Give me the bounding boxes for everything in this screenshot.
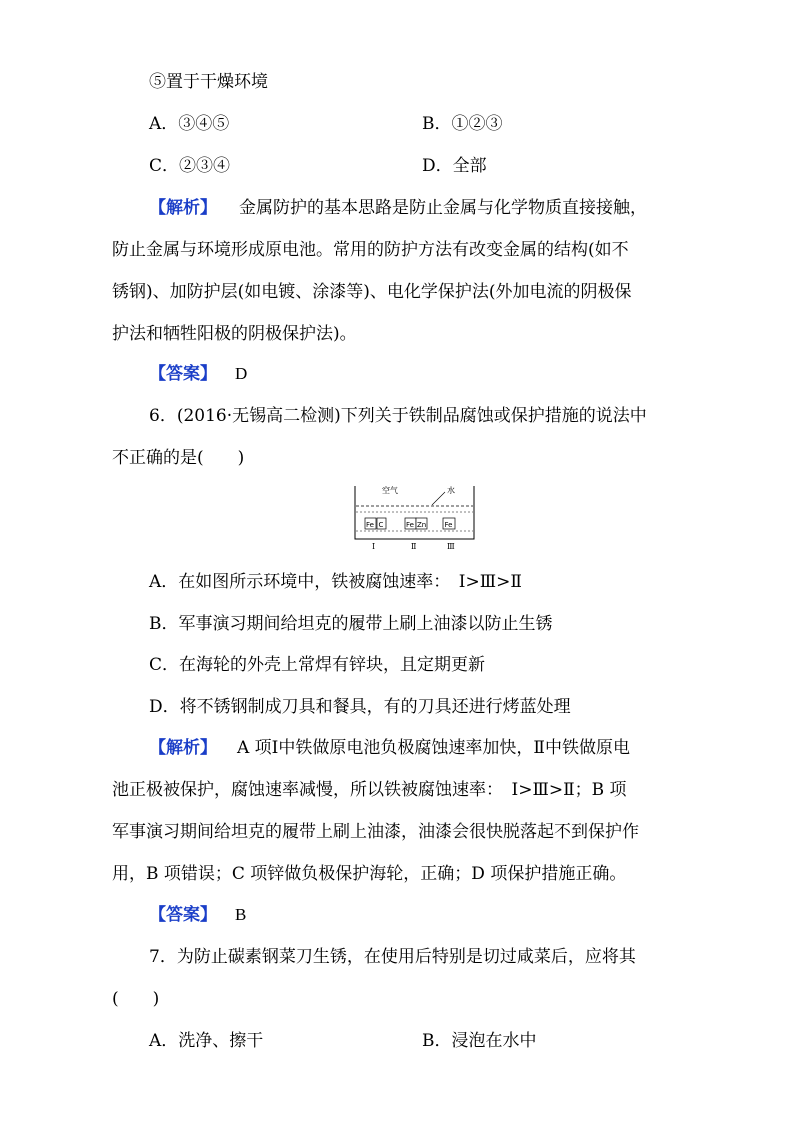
air-label: 空气 [382,486,398,495]
q6-analysis-line-1 [149,736,630,760]
q6-option-a: A．在如图所示环境中，铁被腐蚀速率： Ⅰ>Ⅲ>Ⅱ [149,572,522,592]
c-label: C [378,521,384,529]
q5-option-c: C．②③④ [149,156,231,176]
answer-value: B [235,905,247,924]
q5-option-b: B．①②③ [422,114,503,134]
fe-label-3: Fe [444,521,453,529]
q5-answer [149,362,247,386]
analysis-text: 金属防护的基本思路是防止金属与化学物质直接接触， [239,198,647,218]
q6-answer [149,903,246,927]
cell-label-1: Ⅰ [372,542,376,551]
q6-analysis-line-3: 军事演习期间给坦克的履带上刷上油漆，油漆会很快脱落起不到保护作 [112,822,639,842]
water-pointer-line [432,492,445,505]
q6-stem-line-2: 不正确的是( ) [112,448,245,468]
water-label: 水 [447,486,455,495]
fe-label-1: Fe [366,521,374,529]
cell-label-3: Ⅲ [447,542,455,551]
q5-analysis-line-3: 锈钢)、加防护层(如电镀、涂漆等)、电化学保护法(外加电流的阴极保 [112,282,632,302]
q5-analysis-line-1 [149,196,647,220]
q6-option-c: C．在海轮的外壳上常焊有锌块，且定期更新 [149,655,486,675]
analysis-text: A 项Ⅰ中铁做原电池负极腐蚀速率加快，Ⅱ中铁做原电 [237,738,630,758]
q6-option-b: B．军事演习期间给坦克的履带上刷上油漆以防止生锈 [149,614,553,634]
q6-stem-line-1: 6．(2016·无锡高二检测)下列关于铁制品腐蚀或保护措施的说法中 [149,406,647,426]
q5-item-5: ⑤置于干燥环境 [149,72,268,92]
fe-label-2: Fe [406,521,414,529]
analysis-tag: 【解析】 [149,738,217,758]
answer-tag: 【答案】 [149,364,217,384]
q7-stem-line-2: ( ) [112,989,160,1009]
analysis-tag: 【解析】 [149,198,217,218]
q7-stem-line-1: 7．为防止碳素钢菜刀生锈，在使用后特别是切过咸菜后，应将其 [149,947,636,967]
q5-option-d: D．全部 [422,156,487,176]
q6-analysis-line-4: 用，B 项错误；C 项锌做负极保护海轮，正确；D 项保护措施正确。 [112,864,627,884]
cell-label-2: Ⅱ [411,542,417,551]
answer-value: D [235,364,248,383]
q7-option-a: A．洗净、擦干 [149,1031,264,1051]
corrosion-cell-figure [352,481,477,553]
q5-analysis-line-2: 防止金属与环境形成原电池。常用的防护方法有改变金属的结构(如不 [112,240,629,260]
q5-analysis-line-4: 护法和牺牲阳极的阴极保护法)。 [112,324,357,344]
q6-option-d: D．将不锈钢制成刀具和餐具，有的刀具还进行烤蓝处理 [149,697,571,717]
answer-tag: 【答案】 [149,905,217,925]
zn-label: Zn [417,521,427,529]
q7-option-b: B．浸泡在水中 [422,1031,537,1051]
q6-analysis-line-2: 池正极被保护，腐蚀速率减慢，所以铁被腐蚀速率： Ⅰ>Ⅲ>Ⅱ；B 项 [112,780,627,800]
q5-option-a: A．③④⑤ [149,114,230,134]
